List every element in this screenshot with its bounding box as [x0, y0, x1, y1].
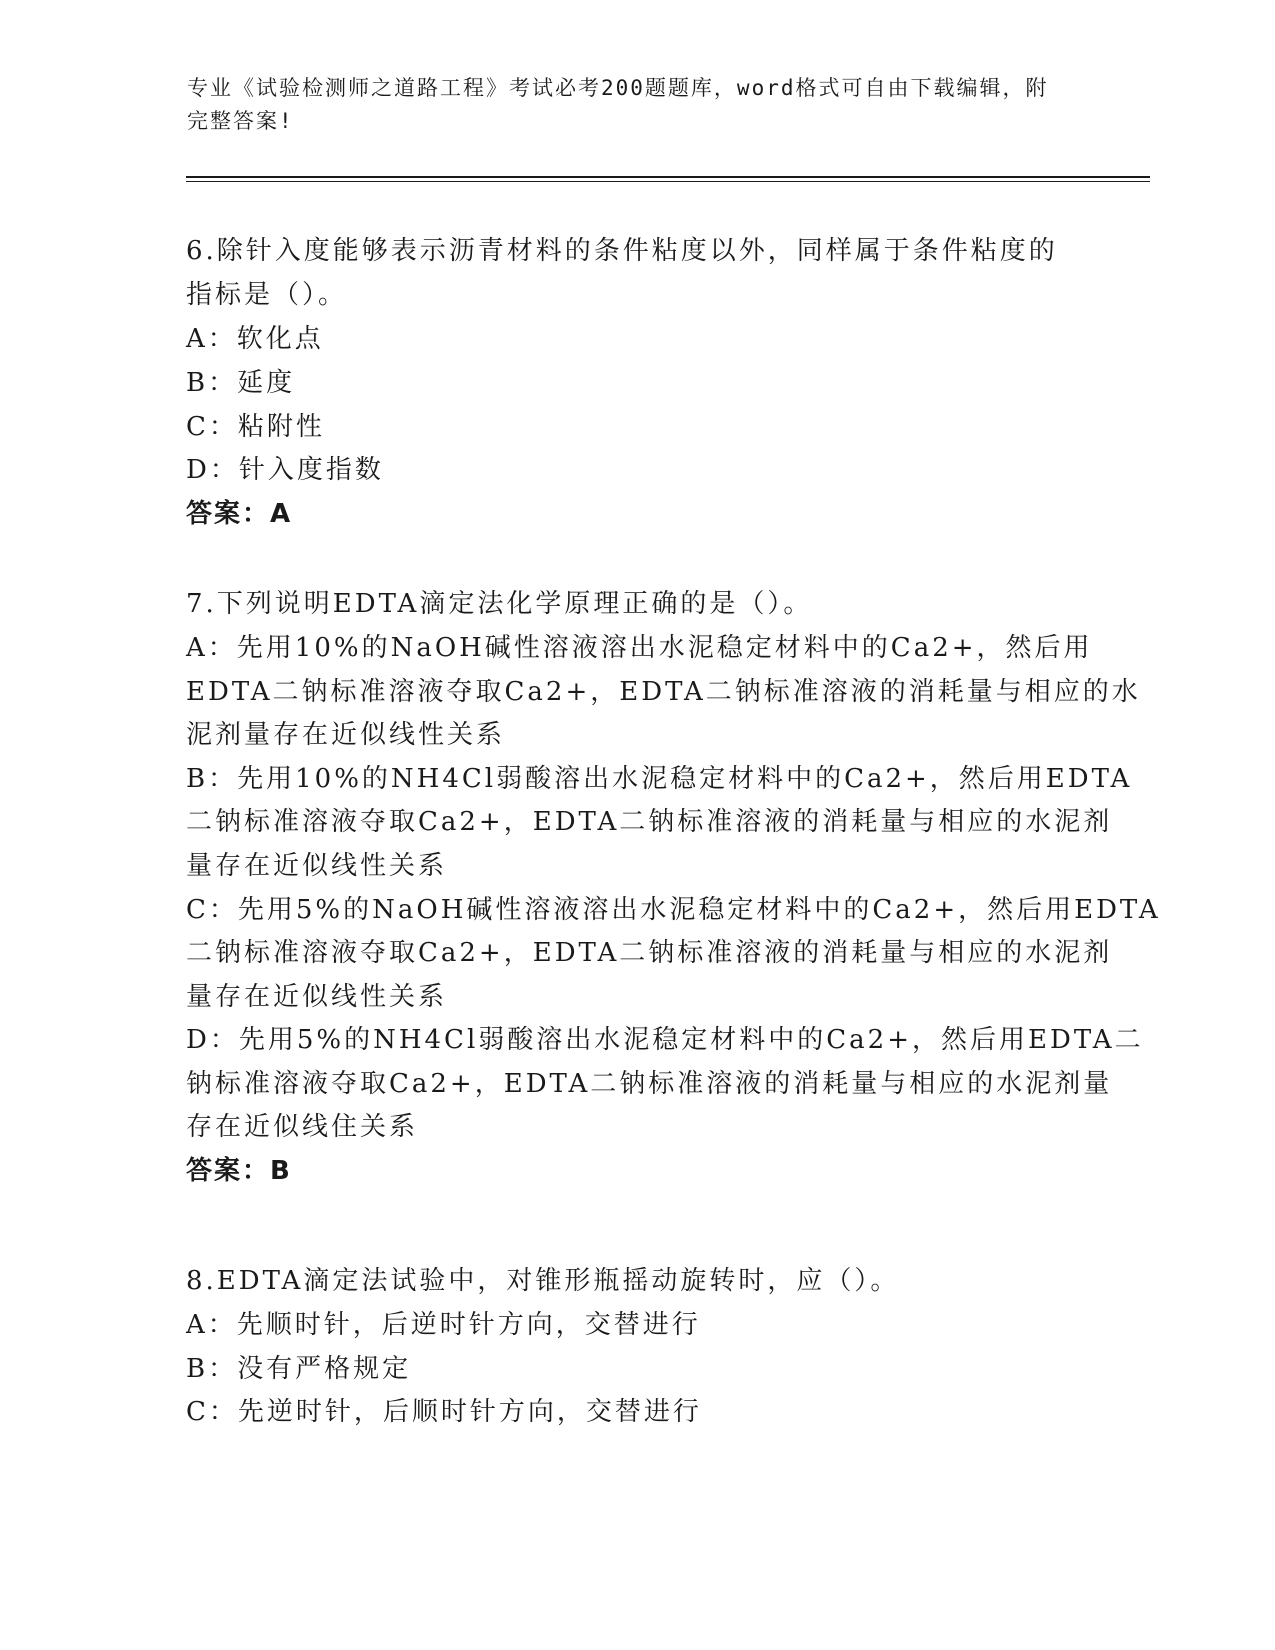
option-d: D：针入度指数	[186, 455, 384, 485]
option-d: D：先用5%的NH4Cl弱酸溶出水泥稳定材料中的Ca2+，然后用EDTA二	[186, 1025, 1144, 1055]
question-stem: 7.下列说明EDTA滴定法化学原理正确的是（）。	[186, 589, 813, 619]
option-a: A：先用10%的NaOH碱性溶液溶出水泥稳定材料中的Ca2+，然后用	[186, 633, 1093, 663]
option-b: B：先用10%的NH4Cl弱酸溶出水泥稳定材料中的Ca2+，然后用EDTA	[186, 764, 1133, 794]
header-divider-thin	[186, 181, 1150, 182]
header-divider	[186, 176, 1150, 178]
option-a: EDTA二钠标准溶液夺取Ca2+，EDTA二钠标准溶液的消耗量与相应的水	[186, 677, 1141, 707]
option-c: 量存在近似线性关系	[186, 982, 448, 1012]
option-c: 二钠标准溶液夺取Ca2+，EDTA二钠标准溶液的消耗量与相应的水泥剂	[186, 938, 1113, 968]
option-b: 二钠标准溶液夺取Ca2+，EDTA二钠标准溶液的消耗量与相应的水泥剂	[186, 807, 1113, 837]
option-c: C：先用5%的NaOH碱性溶液溶出水泥稳定材料中的Ca2+，然后用EDTA	[186, 895, 1161, 925]
option-b: B：没有严格规定	[186, 1354, 412, 1384]
option-c: C：先逆时针，后顺时针方向，交替进行	[186, 1397, 702, 1427]
option-d: 存在近似线住关系	[186, 1112, 419, 1142]
option-c: C：粘附性	[186, 412, 325, 442]
option-d: 钠标准溶液夺取Ca2+，EDTA二钠标准溶液的消耗量与相应的水泥剂量	[186, 1069, 1113, 1099]
document-header: 专业《试验检测师之道路工程》考试必考200题题库，word格式可自由下载编辑，附完整答案!	[187, 76, 1049, 133]
question-stem: 8.EDTA滴定法试验中，对锥形瓶摇动旋转时，应（）。	[186, 1266, 900, 1296]
option-b: B：延度	[186, 368, 296, 398]
question-stem: 6.除针入度能够表示沥青材料的条件粘度以外，同样属于条件粘度的	[186, 236, 1058, 266]
option-a: A：先顺时针，后逆时针方向，交替进行	[186, 1310, 701, 1340]
option-a: A：软化点	[186, 324, 324, 354]
option-a: 泥剂量存在近似线性关系	[186, 720, 506, 750]
answer-label: 答案：B	[186, 1156, 292, 1186]
option-b: 量存在近似线性关系	[186, 851, 448, 881]
question-stem: 指标是（）。	[186, 280, 348, 310]
answer-label: 答案：A	[186, 499, 293, 529]
